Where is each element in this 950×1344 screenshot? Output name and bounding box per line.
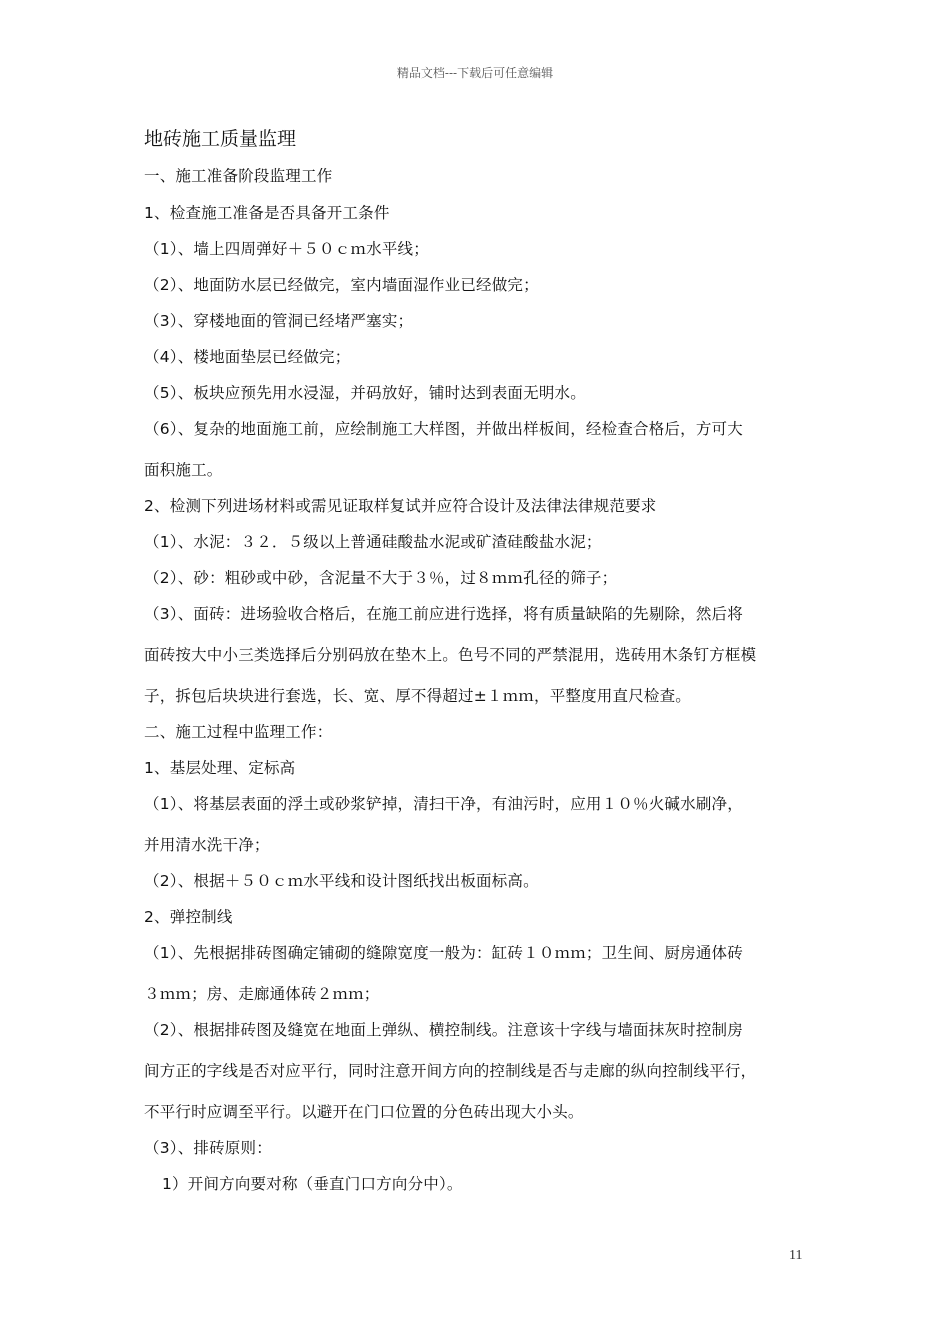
list-item-continuation: ３ｍｍ；房、走廊通体砖２ｍｍ； bbox=[144, 985, 380, 1003]
subsection-heading: 2、弹控制线 bbox=[144, 908, 233, 926]
list-item: （6）、复杂的地面施工前，应绘制施工大样图，并做出样板间，经检查合格后，方可大 bbox=[144, 420, 743, 438]
list-item: （3）、面砖：进场验收合格后，在施工前应进行选择，将有质量缺陷的先剔除，然后将 bbox=[144, 605, 743, 623]
subsection-heading: 1、检查施工准备是否具备开工条件 bbox=[144, 204, 390, 222]
list-item: （3）、排砖原则： bbox=[144, 1139, 272, 1157]
list-item: （2）、地面防水层已经做完，室内墙面湿作业已经做完； bbox=[144, 276, 539, 294]
page-header: 精品文档---下载后可任意编辑 bbox=[396, 66, 554, 80]
list-item-continuation: 间方正的字线是否对应平行，同时注意开间方向的控制线是否与走廊的纵向控制线平行， bbox=[144, 1062, 757, 1080]
list-item-continuation: 面积施工。 bbox=[144, 461, 223, 479]
list-item: （2）、根据排砖图及缝宽在地面上弹纵、横控制线。注意该十字线与墙面抹灰时控制房 bbox=[144, 1021, 743, 1039]
list-item: （1）、将基层表面的浮土或砂浆铲掉，清扫干净，有油污时，应用１０％火碱水刷净， bbox=[144, 795, 743, 813]
list-item: （2）、砂：粗砂或中砂，含泥量不大于３％，过８ｍｍ孔径的筛子； bbox=[144, 569, 618, 587]
list-item: 1）开间方向要对称（垂直门口方向分中）。 bbox=[162, 1175, 463, 1193]
subsection-heading: 2、检测下列进场材料或需见证取样复试并应符合设计及法律法律规范要求 bbox=[144, 497, 657, 515]
subsection-heading: 1、基层处理、定标高 bbox=[144, 759, 296, 777]
list-item: （3）、穿楼地面的管洞已经堵严塞实； bbox=[144, 312, 414, 330]
list-item: （4）、楼地面垫层已经做完； bbox=[144, 348, 351, 366]
list-item: （1）、水泥：３２．５级以上普通硅酸盐水泥或矿渣硅酸盐水泥； bbox=[144, 533, 602, 551]
document-title: 地砖施工质量监理 bbox=[144, 128, 297, 150]
list-item: （2）、根据＋５０ｃｍ水平线和设计图纸找出板面标高。 bbox=[144, 872, 539, 890]
list-item: （1）、先根据排砖图确定铺砌的缝隙宽度一般为：缸砖１０ｍｍ；卫生间、厨房通体砖 bbox=[144, 944, 743, 962]
list-item-continuation: 不平行时应调至平行。以避开在门口位置的分色砖出现大小头。 bbox=[144, 1103, 584, 1121]
list-item: （1）、墙上四周弹好＋５０ｃｍ水平线； bbox=[144, 240, 429, 258]
list-item: （5）、板块应预先用水浸湿，并码放好，铺时达到表面无明水。 bbox=[144, 384, 586, 402]
list-item-continuation: 并用清水洗干净； bbox=[144, 836, 270, 854]
list-item-continuation: 子，拆包后块块进行套选，长、宽、厚不得超过±１ｍｍ，平整度用直尺检查。 bbox=[144, 687, 691, 705]
section-heading: 一、施工准备阶段监理工作 bbox=[144, 167, 333, 185]
page-number: 11 bbox=[789, 1248, 803, 1263]
list-item-continuation: 面砖按大中小三类选择后分别码放在垫木上。色号不同的严禁混用，选砖用木条钉方框模 bbox=[144, 646, 757, 664]
section-heading: 二、施工过程中监理工作： bbox=[144, 723, 333, 741]
